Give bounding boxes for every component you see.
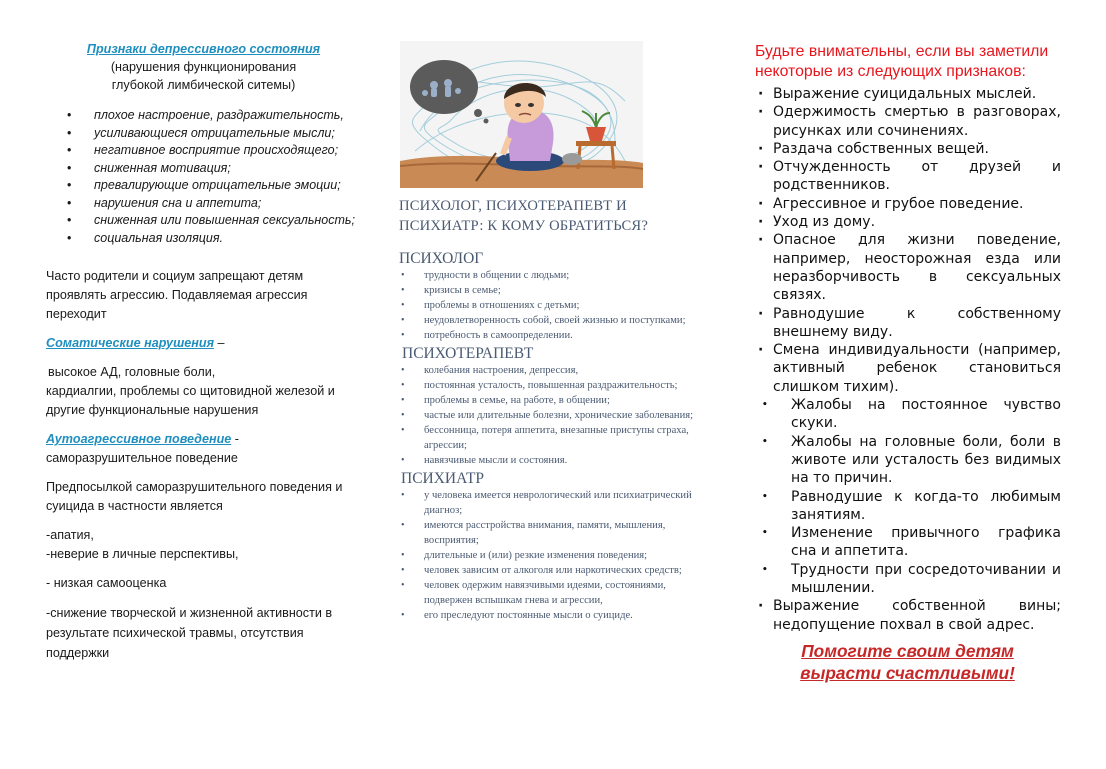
cause-item: -неверие в личные перспективы, <box>46 547 239 561</box>
warning-sign-item: · Опасное для жизни поведение, например, неосторожная езда или неразборчивость в сексуальных связях. <box>754 231 1061 304</box>
warning-sign-item: · Раздача собственных вещей. <box>754 140 1061 158</box>
depression-signs-subtitle-1: (нарушения функционирования <box>110 60 297 74</box>
warning-sign-subitem: • Жалобы на постоянное чувство скуки. <box>754 396 1061 433</box>
somatic-dash: – <box>213 336 225 350</box>
sad-boy-illustration <box>400 41 643 188</box>
list-item: • бессонница, потеря аппетита, внезапные приступы страха, агрессии; <box>399 423 709 453</box>
symptom-item: • усиливающиеся отрицательные мысли; <box>46 125 361 143</box>
psychologist-list <box>399 268 709 343</box>
somatic-text-1: высокое АД, головные боли, <box>48 365 216 379</box>
list-item: • проблемы в отношениях с детьми; <box>399 298 709 313</box>
warning-sign-item: · Выражение суицидальных мыслей. <box>754 85 1061 103</box>
list-item: • потребность в самоопределении. <box>399 328 709 343</box>
warning-sign-item: · Смена индивидуальности (например, активный ребенок становиться слишком тихим). <box>754 341 1061 396</box>
list-item: • человек зависим от алкоголя или наркотических средств; <box>399 563 709 578</box>
specialists-heading: ПСИХОЛОГ, ПСИХОТЕРАПЕВТ И ПСИХИАТР: К КОМУ ОБРАТИТЬСЯ? <box>399 198 649 234</box>
premise-paragraph: Предпосылкой саморазрушительного поведения и суицида в частности является <box>46 480 343 513</box>
section-title-psychotherapist: ПСИХОТЕРАПЕВТ <box>402 345 534 362</box>
cause-item: -снижение творческой и жизненной активности в результате психической травмы, отсутствия поддержки <box>46 606 333 660</box>
warning-sign-item: · Выражение собственной вины; недопущение похвал в свой адрес. <box>754 597 1061 634</box>
call-to-action-line-2: вырасти счастливыми! <box>800 662 1015 683</box>
column-depression-signs <box>46 40 361 663</box>
list-item: • его преследуют постоянные мысли о суициде. <box>399 608 709 623</box>
call-to-action <box>754 640 1061 684</box>
warning-sign-item: · Отчужденность от друзей и родственников. <box>754 158 1061 195</box>
autoaggression-heading <box>46 430 361 449</box>
list-item: • частые или длительные болезни, хронические заболевания; <box>399 408 709 423</box>
section-title-psychiatrist: ПСИХИАТР <box>401 470 485 487</box>
sad-boy-thought-bubble-icon <box>400 41 643 188</box>
list-item: • трудности в общении с людьми; <box>399 268 709 283</box>
warning-sign-subitem: • Равнодушие к когда-то любимым занятиям. <box>754 488 1061 525</box>
warning-signs-list <box>754 85 1061 634</box>
autoaggression-text: саморазрушительное поведение <box>46 451 238 465</box>
list-item: • кризисы в семье; <box>399 283 709 298</box>
symptom-item: • превалирующие отрицательные эмоции; <box>46 177 361 195</box>
symptom-item: • социальная изоляция. <box>46 230 361 248</box>
list-item: • неудовлетворенность собой, своей жизнью и поступками; <box>399 313 709 328</box>
section-title-psychologist: ПСИХОЛОГ <box>399 250 484 267</box>
symptom-item: • сниженная мотивация; <box>46 160 361 178</box>
symptom-item: • нарушения сна и аппетита; <box>46 195 361 213</box>
somatic-title: Соматические нарушения <box>46 336 214 350</box>
list-item: • длительные и (или) резкие изменения поведения; <box>399 548 709 563</box>
warning-sign-subitem: • Жалобы на головные боли, боли в животе или усталость без видимых на то причин. <box>754 433 1061 488</box>
autoaggression-title: Аутоагрессивное поведение <box>46 432 232 446</box>
list-item: • навязчивые мысли и состояния. <box>399 453 709 468</box>
psychiatrist-list <box>399 488 709 623</box>
cause-item: -апатия, <box>46 528 94 542</box>
list-item: • у человека имеется неврологический или психиатрический диагноз; <box>399 488 709 518</box>
call-to-action-line-1: Помогите своим детям <box>801 640 1014 661</box>
warning-sign-subitem: • Трудности при сосредоточивании и мышлении. <box>754 561 1061 598</box>
list-item: • колебания настроения, депрессия, <box>399 363 709 378</box>
list-item: • проблемы в семье, на работе, в общении; <box>399 393 709 408</box>
warning-heading: Будьте внимательны, если вы заметили некоторые из следующих признаков: <box>755 43 1049 80</box>
column-warning-signs <box>754 42 1061 684</box>
list-item: • человек одержим навязчивыми идеями, состояниями, подвержен вспышкам гнева и агрессии, <box>399 578 709 608</box>
symptom-item: • негативное восприятие происходящего; <box>46 142 361 160</box>
warning-sign-item: · Одержимость смертью в разговорах, рисунках или сочинениях. <box>754 103 1061 140</box>
somatic-heading <box>46 334 361 353</box>
warning-sign-subitem: • Изменение привычного графика сна и аппетита. <box>754 524 1061 561</box>
list-item: • имеются расстройства внимания, памяти, мышления, восприятия; <box>399 518 709 548</box>
depression-signs-title: Признаки депрессивного состояния <box>86 42 321 56</box>
list-item: • постоянная усталость, повышенная раздражительность; <box>399 378 709 393</box>
psychotherapist-list <box>399 363 709 468</box>
depression-signs-subtitle-2: глубокой лимбической ситемы) <box>111 78 296 92</box>
symptoms-list <box>46 107 361 247</box>
autoaggression-dash: - <box>231 432 239 446</box>
aggression-paragraph: Часто родители и социум запрещают детям проявлять агрессию. Подавляемая агрессия переходит <box>46 269 308 321</box>
warning-sign-item: · Агрессивное и грубое поведение. <box>754 195 1061 213</box>
warning-sign-item: · Равнодушие к собственному внешнему виду. <box>754 305 1061 342</box>
cause-item: - низкая самооценка <box>46 576 167 590</box>
somatic-text-2: кардиалгии, проблемы со щитовидной железой и другие функциональные нарушения <box>46 384 335 417</box>
column-specialists <box>399 196 709 623</box>
symptom-item: • сниженная или повышенная сексуальность; <box>46 212 361 230</box>
symptom-item: • плохое настроение, раздражительность, <box>46 107 361 125</box>
warning-sign-item: · Уход из дому. <box>754 213 1061 231</box>
